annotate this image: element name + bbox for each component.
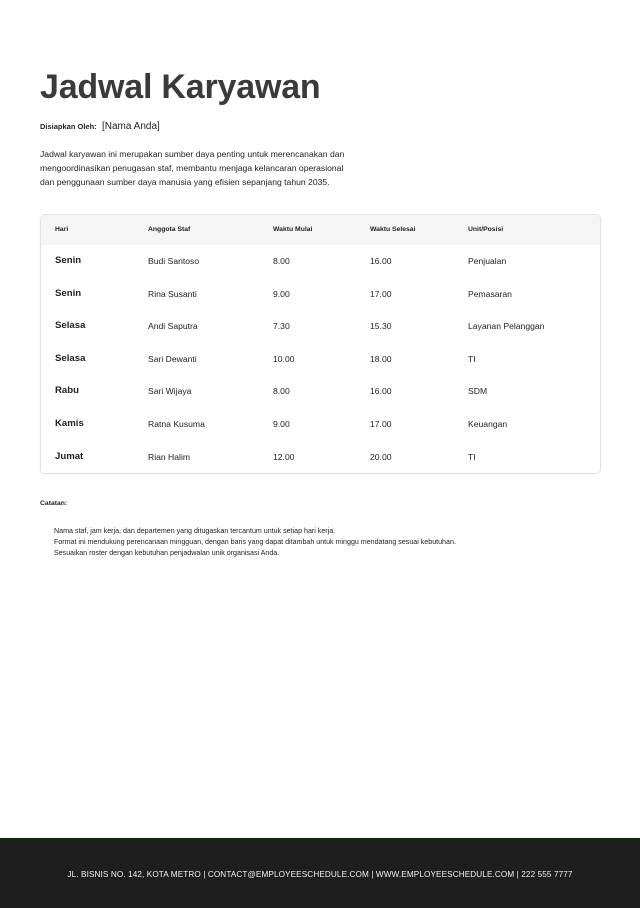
cell-unit: TI: [468, 451, 476, 462]
header-start-time: Waktu Mulai: [273, 226, 313, 233]
schedule-table: [40, 214, 601, 474]
table-row: [41, 343, 600, 376]
cell-start-time: 9.00: [273, 418, 290, 429]
cell-unit: Penjualan: [468, 256, 507, 266]
table-body: [41, 245, 600, 473]
cell-end-time: 15.30: [370, 321, 392, 332]
header-end-time: Waktu Selesai: [370, 226, 416, 233]
note-line: Format ini mendukung perencanaan mingguan, dengan baris yang dapat ditambah untuk minggu mendatang sesuai kebutuhan.: [54, 537, 456, 546]
header-unit: Unit/Posisi: [468, 226, 504, 233]
header-staff: Anggota Staf: [148, 226, 191, 233]
cell-unit: Layanan Pelanggan: [468, 321, 545, 332]
cell-unit: SDM: [468, 386, 488, 397]
page-title: Jadwal Karyawan: [40, 68, 321, 106]
cell-unit: TI: [468, 353, 476, 364]
note-line: Sesuaikan roster dengan kebutuhan penjadwalan unik organisasi Anda.: [54, 548, 280, 557]
notes-title: Catatan:: [40, 500, 68, 507]
cell-day: Selasa: [55, 352, 86, 364]
cell-end-time: 16.00: [370, 256, 392, 266]
note-line: Nama staf, jam kerja, dan departemen yang ditugaskan tercantum untuk setiap hari kerja.: [54, 527, 336, 535]
cell-staff: Budi Santoso: [148, 256, 200, 266]
header-day: Hari: [55, 226, 69, 233]
cell-staff: Sari Dewanti: [148, 353, 197, 364]
table-row: [41, 245, 600, 278]
cell-day: Senin: [55, 287, 82, 299]
cell-start-time: 8.00: [273, 386, 290, 397]
cell-staff: Ratna Kusuma: [148, 418, 205, 429]
footer-contact: JL. BISNIS NO. 142, KOTA METRO | CONTACT@EMPLOYEESCHEDULE.COM | WWW.EMPLOYEESCHEDULE.COM | 222 555 7777: [67, 870, 573, 879]
cell-staff: Rina Susanti: [148, 288, 197, 299]
cell-day: Jumat: [55, 450, 84, 462]
cell-staff: Sari Wijaya: [148, 386, 192, 397]
cell-day: Rabu: [55, 385, 79, 397]
cell-day: Kamis: [55, 417, 84, 429]
footer-bar: [0, 838, 640, 908]
cell-start-time: 10.00: [273, 353, 295, 364]
cell-day: Senin: [55, 255, 82, 266]
cell-unit: Keuangan: [468, 418, 508, 429]
notes-list: [54, 526, 456, 558]
cell-staff: Andi Saputra: [148, 321, 198, 332]
cell-unit: Pemasaran: [468, 288, 512, 299]
cell-end-time: 20.00: [370, 451, 392, 462]
prepared-by-label: Disiapkan Oleh:: [40, 122, 97, 131]
table-header: [41, 215, 600, 245]
table-row: [41, 310, 600, 343]
cell-end-time: 18.00: [370, 353, 392, 364]
cell-start-time: 12.00: [273, 451, 295, 462]
cell-start-time: 7.30: [273, 321, 290, 332]
cell-start-time: 8.00: [273, 256, 290, 266]
intro-paragraph: Jadwal karyawan ini merupakan sumber daya penting untuk merencanakan dan mengoordinasikan penugasan staf, membantu menjaga kelancaran operasional dan penggunaan sumber daya manusia yang efisien sepanjang tahun 2035.: [40, 149, 345, 187]
cell-end-time: 17.00: [370, 418, 392, 429]
cell-start-time: 9.00: [273, 288, 290, 299]
prepared-by: [40, 121, 160, 132]
cell-end-time: 16.00: [370, 386, 392, 397]
table-row: [41, 278, 600, 311]
table-row: [41, 441, 600, 474]
cell-staff: Rian Halim: [148, 451, 191, 462]
table-row: [41, 408, 600, 441]
cell-end-time: 17.00: [370, 288, 392, 299]
cell-day: Selasa: [55, 320, 86, 332]
table-row: [41, 375, 600, 408]
prepared-by-value: [Nama Anda]: [102, 121, 160, 132]
